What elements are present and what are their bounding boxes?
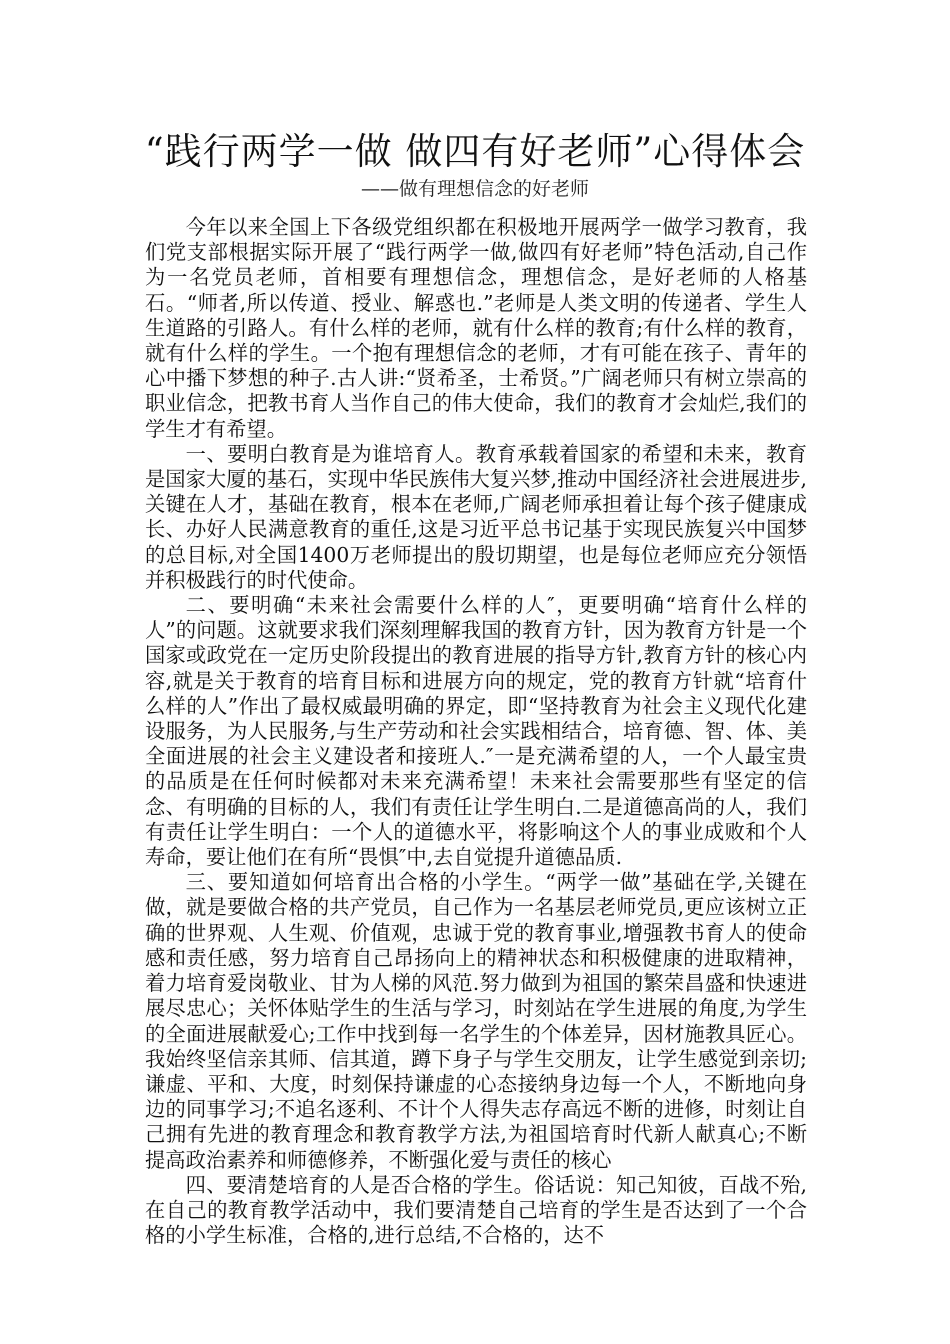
paragraph-section-3: 三、要知道如何培育出合格的小学生。“两学一做”基础在学,关键在做，就是要做合格的共产党员，自己作为一名基层老师党员,更应该树立正确的世界观、人生观、价值观，忠诚于党的教育事业,增强教书育人的使命感和责任感，努力培育自己昂扬向上的精神状态和积极健康的进取精神，着力培育爱岗敬业、甘为人梯的风范.努力做到为祖国的繁荣昌盛和快速进展尽忠心；关怀体贴学生的生活与学习，时刻站在学生进展的角度,为学生的全面进展献爱心;工作中找到每一名学生的个体差异，因材施教具匠心。我始终坚信亲其师、信其道，蹲下身子与学生交朋友，让学生感觉到亲切;谦虚、平和、大度，时刻保持谦虚的心态接纳身边每一个人，不断地向身边的同事学习;不追名逐利、不计个人得失志存高远不断的进修，时刻让自己拥有先进的教育理念和教育教学方法,为祖国培育时代新人献真心;不断提高政治素养和师德修养，不断强化爱与责任的核心 bbox=[145, 870, 807, 1172]
paragraph-section-4: 四、要清楚培育的人是否合格的学生。俗话说：知己知彼，百战不殆,在自己的教育教学活动中，我们要清楚自己培育的学生是否达到了一个合格的小学生标准，合格的,进行总结,不合格的，达不 bbox=[145, 1172, 807, 1248]
paragraph-section-2: 二、要明确“未来社会需要什么样的人″，更要明确“培育什么样的人”的问题。这就要求我们深刻理解我国的教育方针，因为教育方针是一个国家或政党在一定历史阶段提出的教育进展的指导方针,教育方针的核心内容,就是关于教育的培育目标和进展方向的规定，党的教育方针就“培育什么样的人”作出了最权威最明确的界定，即“坚持教育为社会主义现代化建设服务，为人民服务,与生产劳动和社会实践相结合，培育德、智、体、美全面进展的社会主义建设者和接班人.″一是充满希望的人，一个人最宝贵的品质是在任何时候都对未来充满希望！未来社会需要那些有坚定的信念、有明确的目标的人，我们有责任让学生明白.二是道德高尚的人，我们有责任让学生明白：一个人的道德水平，将影响这个人的事业成败和个人寿命，要让他们在有所“畏惧″中,去自觉提升道德品质. bbox=[145, 593, 807, 870]
paragraph-intro: 今年以来全国上下各级党组织都在积极地开展两学一做学习教育，我们党支部根据实际开展了“践行两学一做,做四有好老师”特色活动,自己作为一名党员老师，首相要有理想信念，理想信念，是好老师的人格基石。“师者,所以传道、授业、解惑也.”老师是人类文明的传递者、学生人生道路的引路人。有什么样的老师，就有什么样的教育;有什么样的教育，就有什么样的学生。一个抱有理想信念的老师，才有可能在孩子、青年的心中播下梦想的种子.古人讲:“贤希圣，士希贤。”广阔老师只有树立崇高的职业信念，把教书育人当作自己的伟大使命，我们的教育才会灿烂,我们的学生才有希望。 bbox=[145, 215, 807, 441]
document-title: “践行两学一做 做四有好老师”心得体会 bbox=[144, 130, 806, 173]
document-body bbox=[145, 215, 807, 1248]
document-subtitle: ——做有理想信念的好老师 bbox=[360, 178, 589, 200]
paragraph-section-1: 一、要明白教育是为谁培育人。教育承载着国家的希望和未来，教育是国家大厦的基石，实现中华民族伟大复兴梦,推动中国经济社会进展进步,关键在人才，基础在教育，根本在老师,广阔老师承担着让每个孩子健康成长、办好人民满意教育的重任,这是习近平总书记基于实现民族复兴中国梦的总目标,对全国1400万老师提出的殷切期望，也是每位老师应充分领悟并积极践行的时代使命。 bbox=[145, 441, 807, 592]
